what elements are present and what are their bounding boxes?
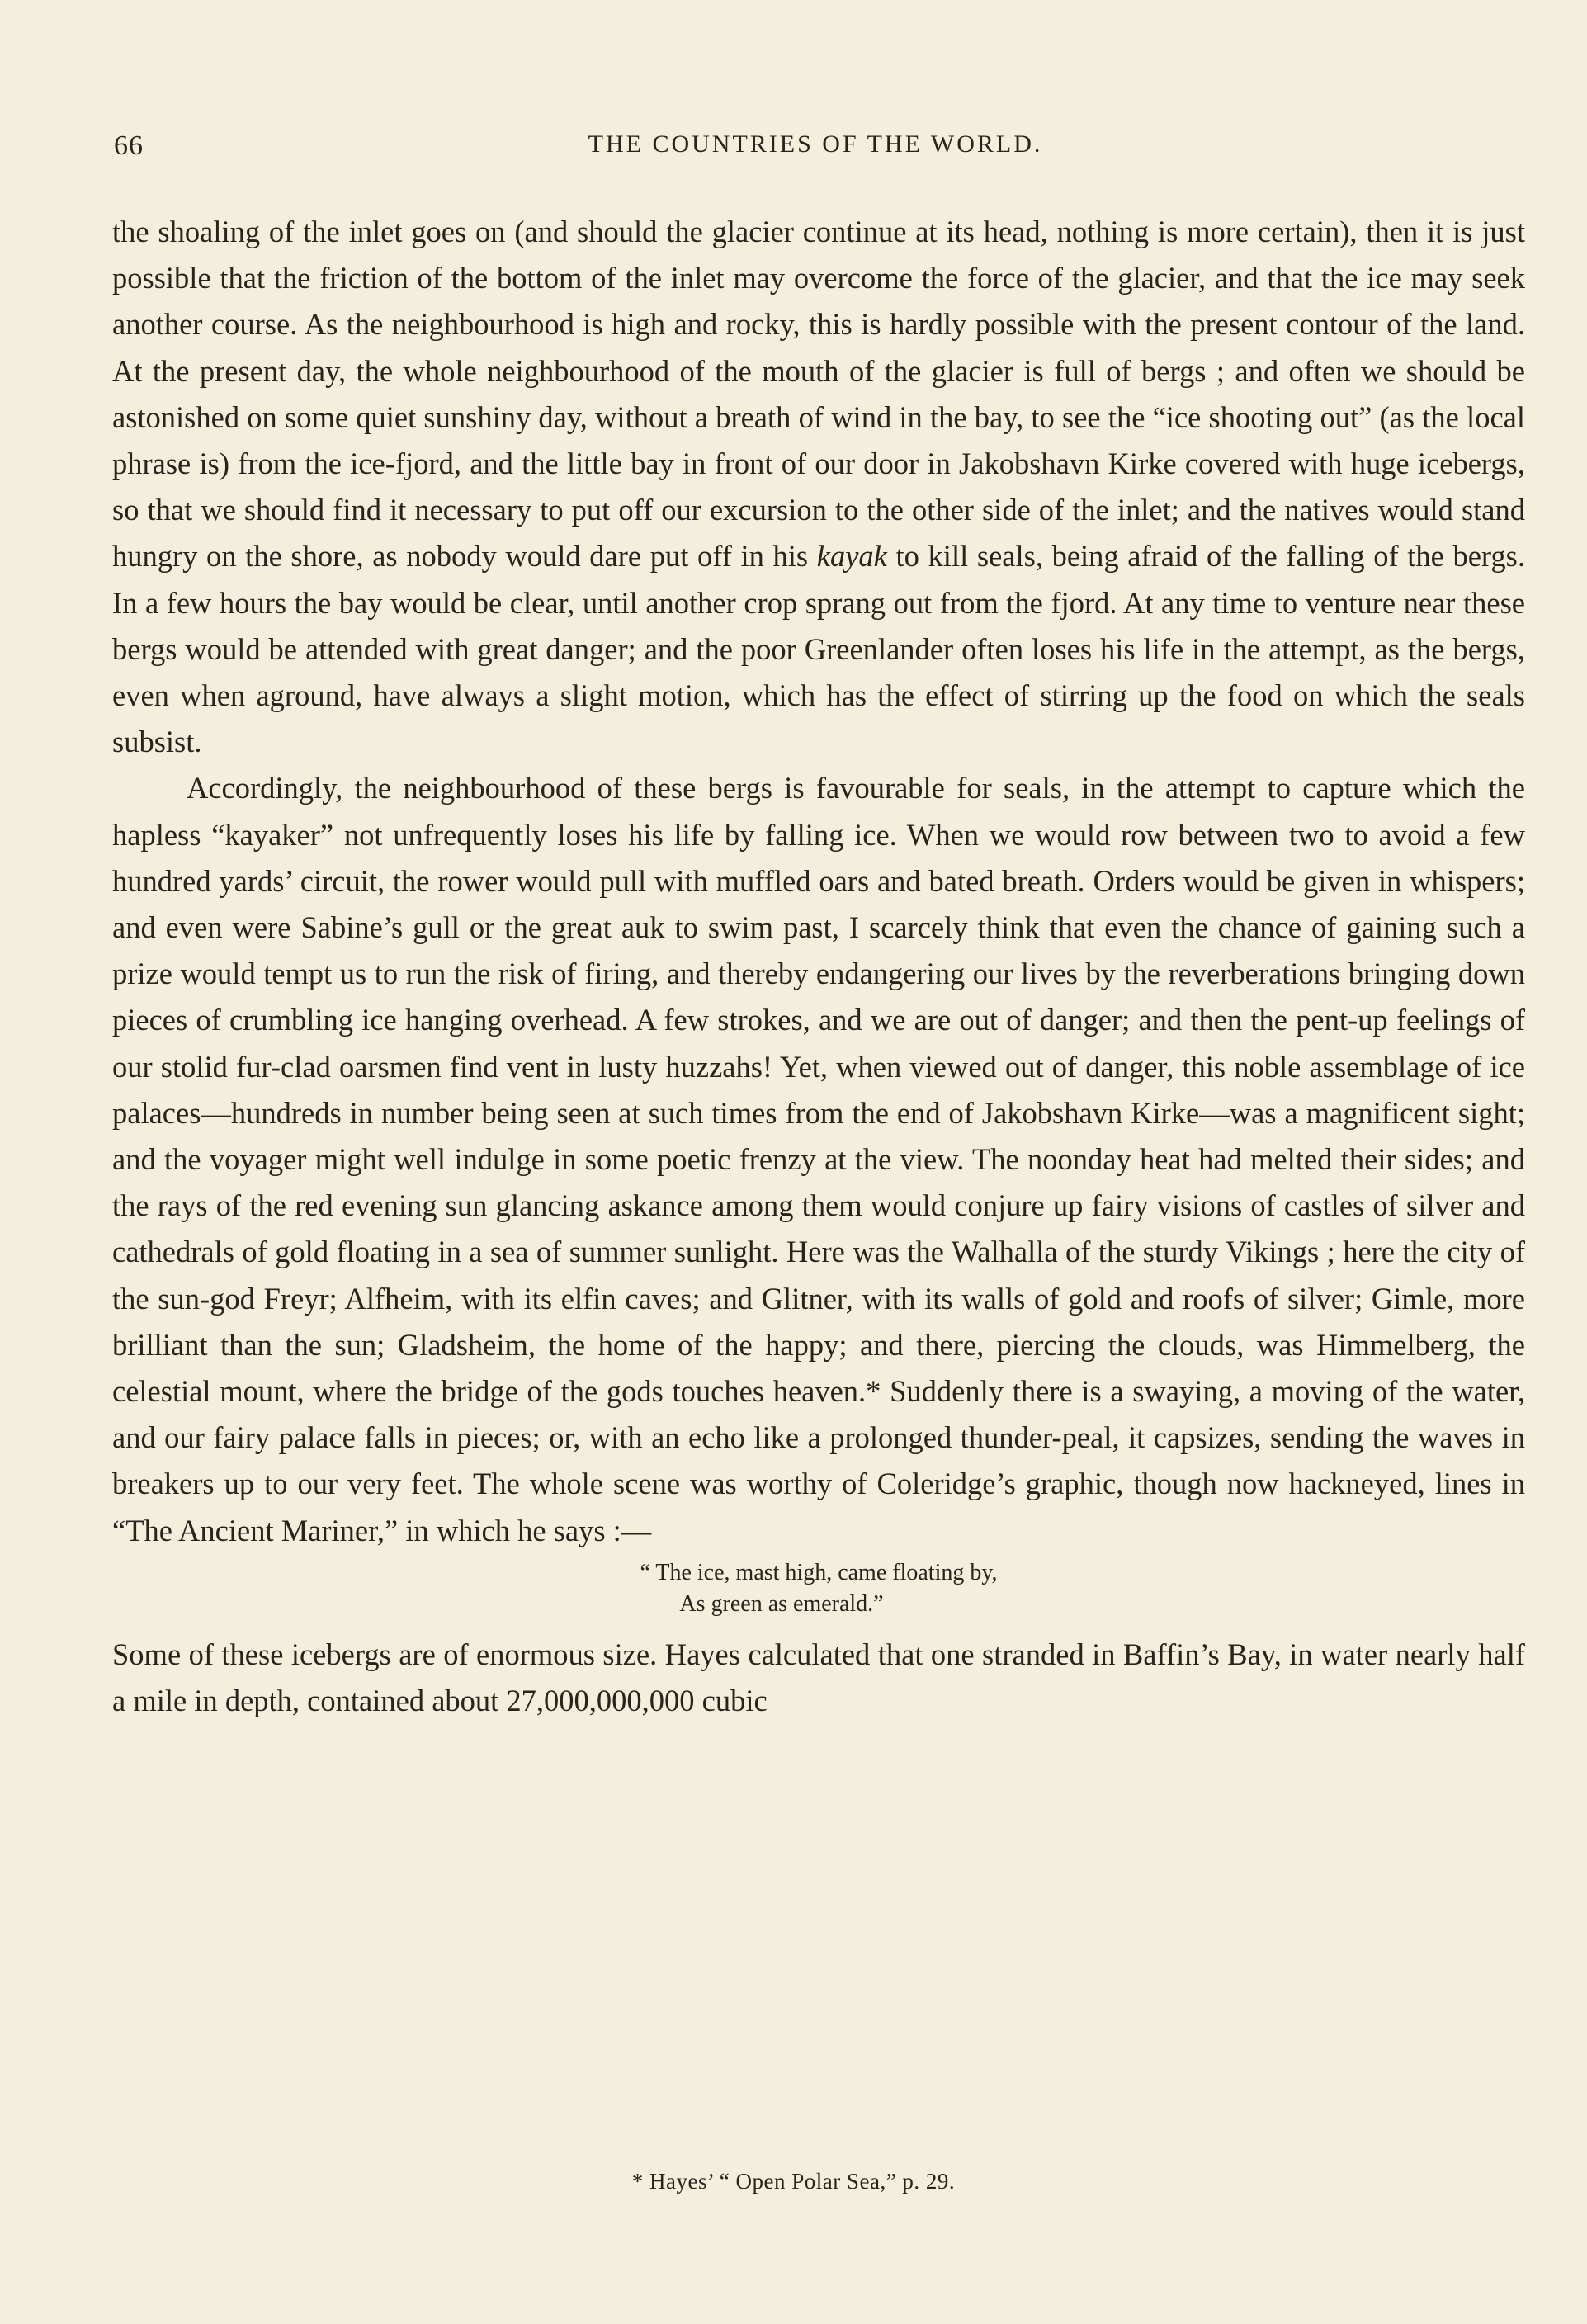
verse-line: “ The ice, mast high, came floating by, <box>640 1559 998 1585</box>
paragraph: Some of these icebergs are of enormous size. Hayes calculated that one stranded in Baffin’s Bay, in water nearly half a mile in depth, contained about 27,000,000,000 cubic <box>112 1637 1525 1718</box>
verse-quotation <box>112 1557 1525 1620</box>
paragraph-text: the shoaling of the inlet goes on (and should the glacier continue at its head, nothing is more certain), then it is just possible that the friction of the bottom of the inlet may overcome the force of the glacier, and that the ice may seek another course. As the neighbourhood is high and rocky, this is hardly possible with the present contour of the land. At the present day, the whole neighbourhood of the mouth of the glacier is full of bergs ; and often we should be astonished on some quiet sunshiny day, without a breath of wind in the bay, to see the “ice shooting out” (as the local phrase is) from the ice-fjord, and the little bay in front of our door in Jakobshavn Kirke covered with huge icebergs, so that we should find it necessary to put off our excursion to the other side of the inlet; and the natives would stand hungry on the shore, as nobody would dare put off in his <box>112 215 1525 574</box>
running-title: THE COUNTRIES OF THE WORLD. <box>588 130 1043 158</box>
paragraph-continued <box>112 209 1525 765</box>
paragraph-text-end: to kill seals, being afraid of the falling of the bergs. In a few hours the bay would be clear, until another crop sprang out from the fjord. At any time to venture near these bergs would be attended with great danger; and the poor Greenlander often loses his life in the attempt, as the bergs, even when aground, have always a slight motion, which has the effect of stirring up the food on which the seals subsist. <box>112 539 1525 759</box>
body-text <box>112 209 1525 1724</box>
verse-line: As green as emerald.” <box>679 1590 884 1617</box>
footnote: * Hayes’ “ Open Polar Sea,” p. 29. <box>631 2169 956 2194</box>
paragraph: Accordingly, the neighbourhood of these bergs is favourable for seals, in the attempt to capture which the hapless “kayaker” not unfrequently loses his life by falling ice. When we would row between two to avoid a few hundred yards’ circuit, the rower would pull with muffled oars and bated breath. Orders would be given in whispers; and even were Sabine’s gull or the great auk to swim past, I scarcely think that even the chance of gaining such a prize would tempt us to run the risk of firing, and thereby endangering our lives by the reverberations bringing down pieces of crumbling ice hanging overhead. A few strokes, and we are out of danger; and then the pent-up feelings of our stolid fur-clad oarsmen find vent in lusty huzzahs! Yet, when viewed out of danger, this noble assemblage of ice palaces—hundreds in number being seen at such times from the end of Jakobshavn Kirke—was a magnificent sight; and the voyager might well indulge in some poetic frenzy at the view. The noonday heat had melted their sides; and the rays of the red evening sun glancing askance among them would conjure up fairy visions of castles of silver and cathedrals of gold floating in a sea of summer sunlight. Here was the Walhalla of the sturdy Vikings ; here the city of the sun-god Freyr; Alfheim, with its elfin caves; and Glitner, with its walls of gold and roofs of silver; Gimle, more brilliant than the sun; Gladsheim, the home of the happy; and there, piercing the clouds, was Himmelberg, the celestial mount, where the bridge of the gods touches heaven.* Suddenly there is a swaying, a moving of the water, and our fairy palace falls in pieces; or, with an echo like a prolonged thunder-peal, it capsizes, sending the waves in breakers up to our very feet. The whole scene was worthy of Coleridge’s graphic, though now hackneyed, lines in “The Ancient Mariner,” in which he says :— <box>112 771 1525 1547</box>
page-number: 66 <box>114 130 144 161</box>
page-header <box>114 130 1517 163</box>
italic-word: kayak <box>816 539 887 574</box>
